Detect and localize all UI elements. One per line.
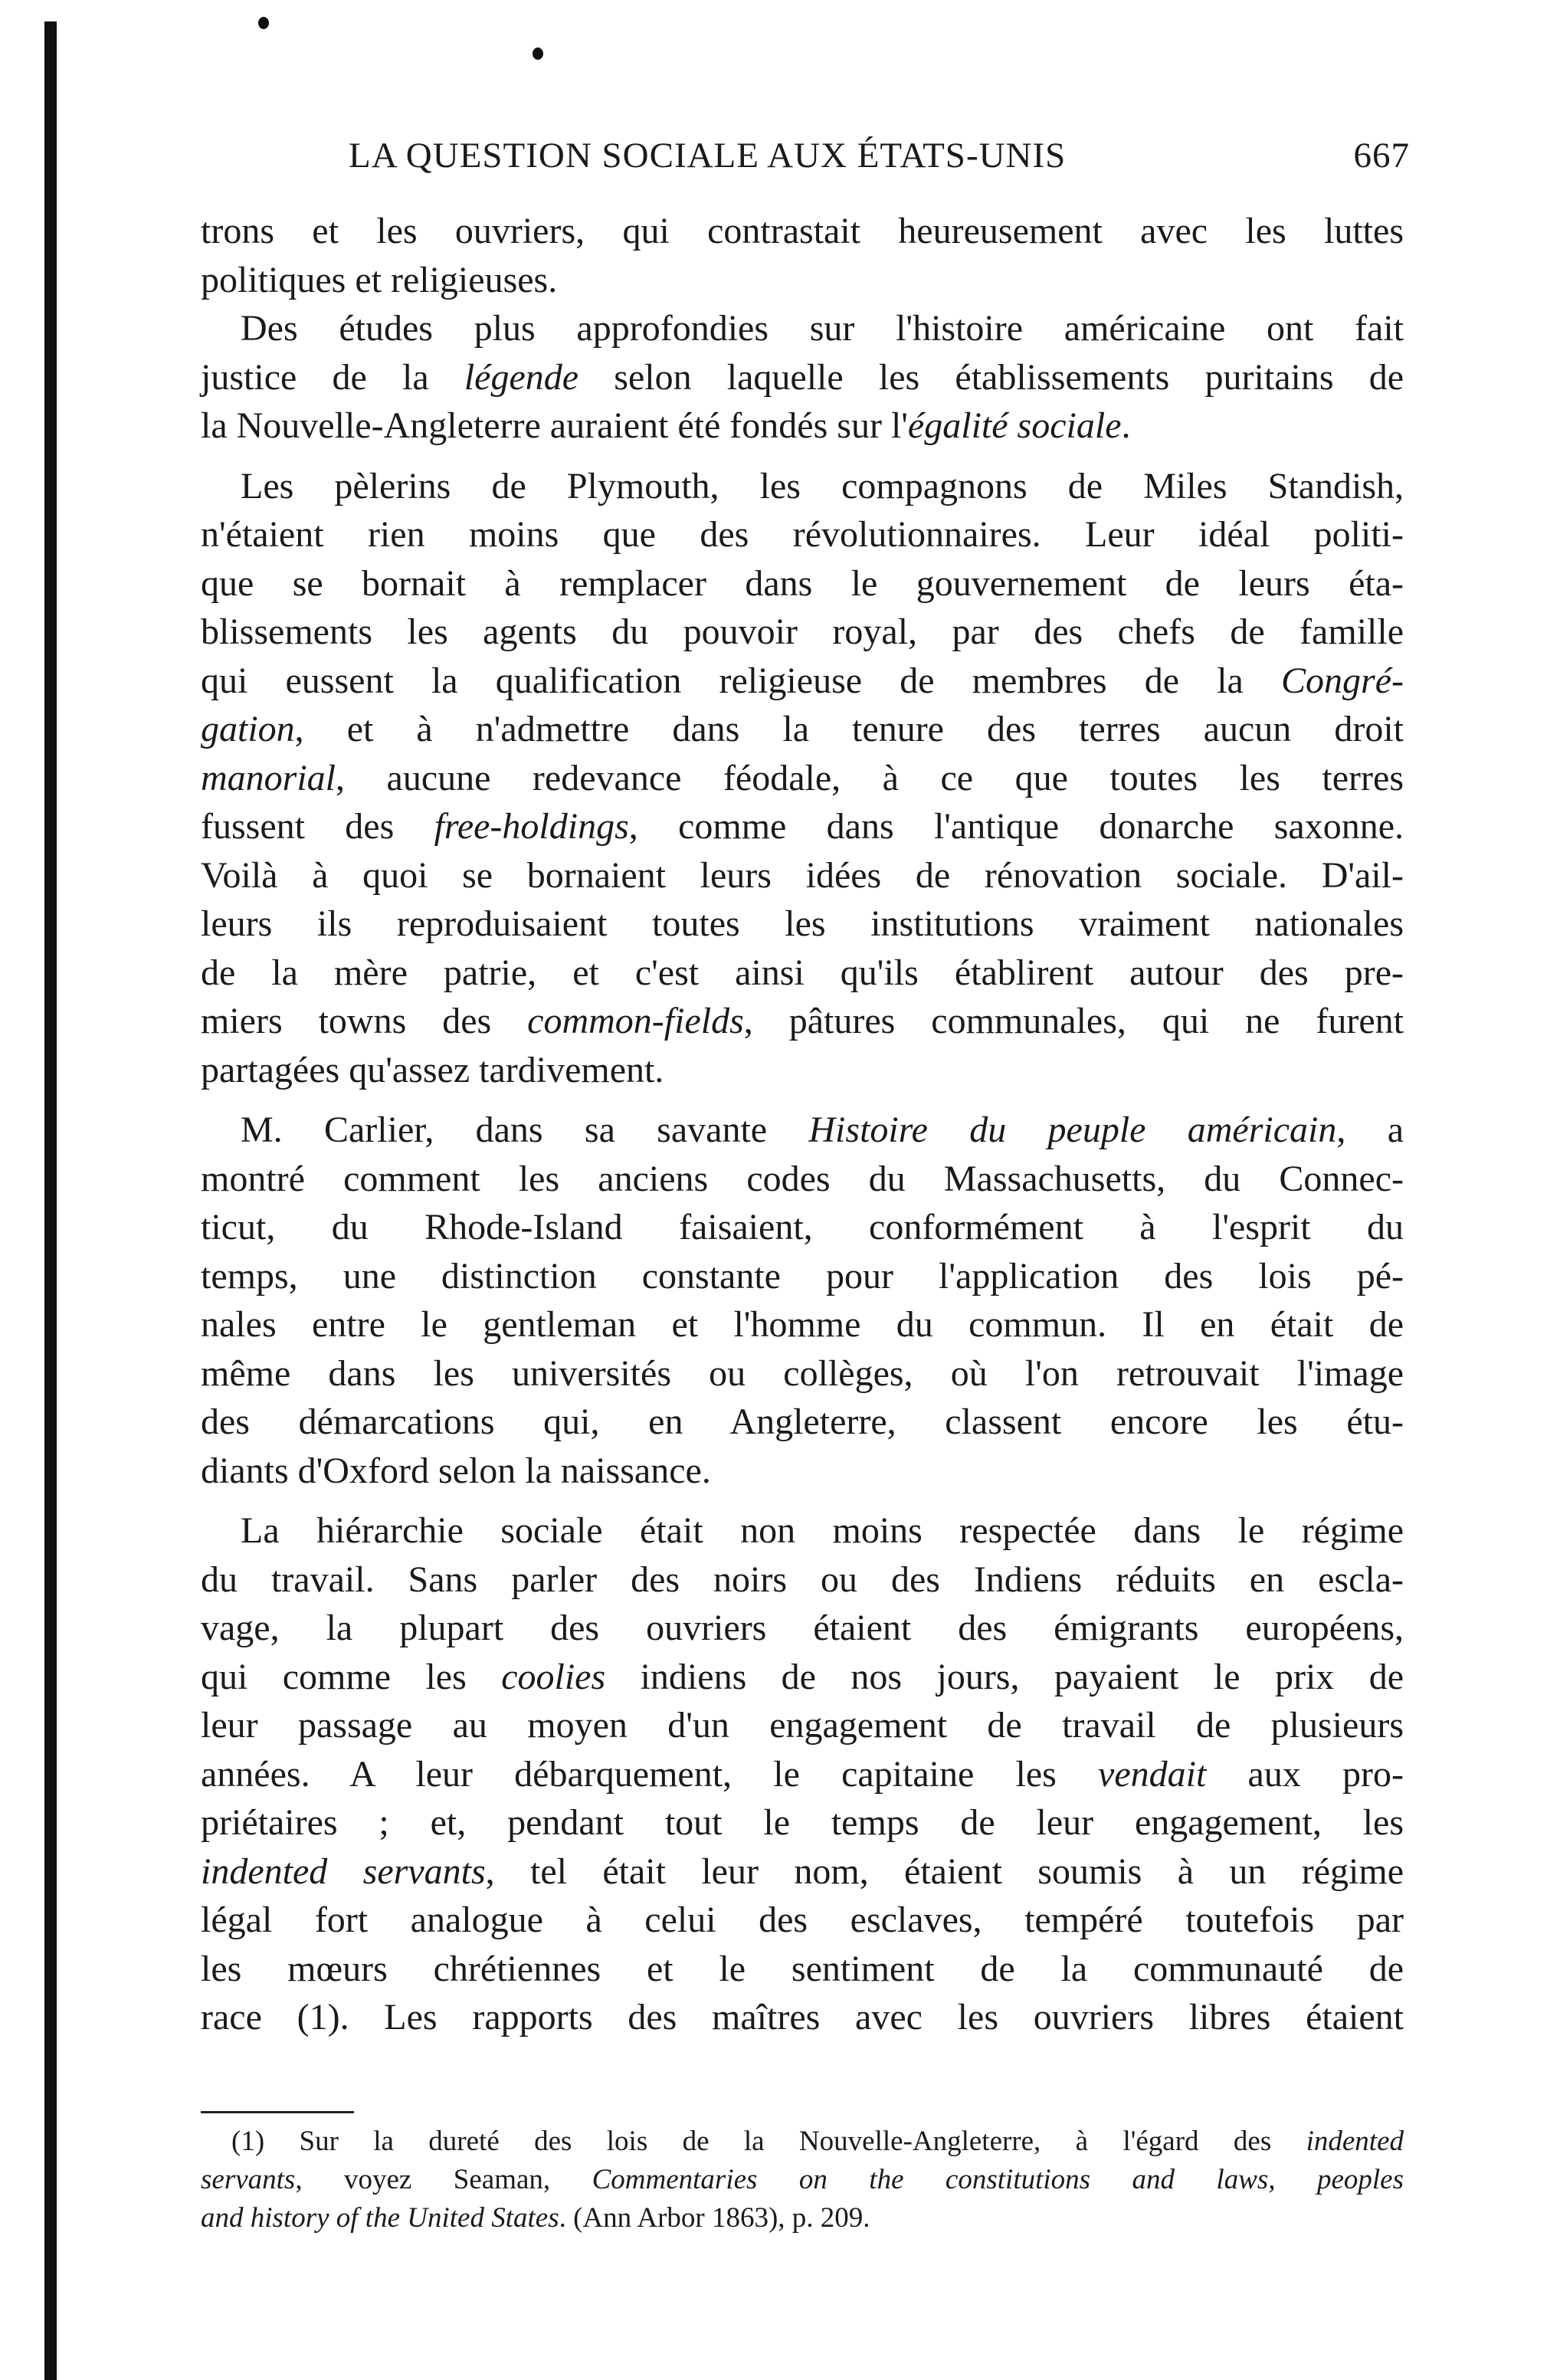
text-line bbox=[201, 256, 1404, 305]
text-run: La hiérarchie sociale était non moins respectée dans le régime bbox=[241, 1510, 1404, 1551]
text-run: Les pèlerins de Plymouth, les compagnons de Miles Standish, bbox=[241, 465, 1404, 506]
text-run: race (1). Les rapports des maîtres avec les ouvriers libres étaient bbox=[201, 1997, 1404, 2037]
text-run: blissements les agents du pouvoir royal, par des chefs de famille bbox=[201, 611, 1404, 652]
text-run: (1) Sur la dureté des lois de la Nouvelle-Angleterre, à l'égard des bbox=[231, 2126, 1306, 2157]
ink-speck bbox=[258, 17, 269, 29]
text-line bbox=[201, 949, 1404, 998]
page-number: 667 bbox=[1353, 136, 1410, 175]
text-run: politiques et religieuses. bbox=[201, 259, 558, 300]
text-run: diants d'Oxford selon la naissance. bbox=[201, 1450, 711, 1491]
italic-text: égalité sociale bbox=[907, 405, 1122, 446]
text-line bbox=[201, 1349, 1404, 1398]
text-line bbox=[201, 1506, 1404, 1556]
text-run: ticut, du Rhode-Island faisaient, conformément à l'esprit du bbox=[201, 1207, 1404, 1247]
text-run: justice de la bbox=[201, 356, 464, 398]
footnote-line bbox=[201, 2199, 1404, 2237]
italic-text: and history of the United States bbox=[201, 2202, 559, 2234]
text-line bbox=[201, 754, 1404, 803]
italic-text: légende bbox=[464, 356, 579, 398]
text-run: priétaires ; et, pendant tout le temps de leur engagement, les bbox=[201, 1802, 1404, 1843]
text-run: années. A leur débarquement, le capitaine les bbox=[201, 1753, 1099, 1795]
text-run: n'étaient rien moins que des révolutionnaires. Leur idéal politi- bbox=[201, 514, 1404, 555]
text-run: nales entre le gentleman et l'homme du commun. Il en était de bbox=[201, 1304, 1404, 1345]
italic-text: gation bbox=[201, 709, 295, 749]
italic-text: coolies bbox=[501, 1656, 606, 1697]
text-line bbox=[201, 900, 1404, 949]
text-run: leur passage au moyen d'un engagement de travail de plusieurs bbox=[201, 1705, 1404, 1746]
text-run: des démarcations qui, en Angleterre, classent encore les étu- bbox=[201, 1401, 1404, 1442]
text-run: Voilà à quoi se bornaient leurs idées de rénovation sociale. D'ail- bbox=[201, 854, 1404, 896]
text-run: aux pro- bbox=[1206, 1753, 1404, 1795]
text-line bbox=[201, 1300, 1404, 1349]
text-line bbox=[201, 1750, 1404, 1799]
text-line bbox=[201, 705, 1404, 754]
text-line bbox=[201, 462, 1404, 511]
text-line bbox=[201, 1604, 1404, 1653]
footnote-rule bbox=[201, 2111, 354, 2113]
text-run: les mœurs chrétiennes et le sentiment de la communauté de bbox=[201, 1948, 1404, 1989]
footnotes bbox=[201, 2123, 1404, 2237]
text-line bbox=[201, 1798, 1404, 1847]
text-run: , et à n'admettre dans la tenure des terres aucun droit bbox=[294, 709, 1404, 749]
body-text bbox=[201, 207, 1404, 2042]
text-line bbox=[201, 1398, 1404, 1447]
text-line bbox=[201, 657, 1404, 706]
italic-text: manorial bbox=[201, 757, 336, 798]
italic-text: vendait bbox=[1098, 1753, 1207, 1795]
binding-edge bbox=[44, 21, 57, 2380]
ink-speck bbox=[533, 48, 543, 60]
italic-text: indented bbox=[1306, 2126, 1404, 2157]
text-run: trons et les ouvriers, qui contrastait heureusement avec les luttes bbox=[201, 211, 1404, 251]
text-run: que se bornait à remplacer dans le gouvernement de leurs éta- bbox=[201, 562, 1404, 604]
text-line bbox=[201, 851, 1404, 900]
text-run: , aucune redevance féodale, à ce que toutes les terres bbox=[336, 757, 1404, 798]
text-run: vage, la plupart des ouvriers étaient des émigrants européens, bbox=[201, 1608, 1404, 1648]
text-line bbox=[201, 1203, 1404, 1252]
text-run: Des études plus approfondies sur l'histoire américaine ont fait bbox=[241, 308, 1404, 349]
text-run: selon laquelle les établissements puritains de bbox=[578, 356, 1404, 398]
text-run: la Nouvelle-Angleterre auraient été fondés sur l' bbox=[201, 405, 908, 446]
italic-text: Congré- bbox=[1281, 660, 1404, 701]
text-line bbox=[201, 1993, 1404, 2042]
text-line bbox=[201, 1653, 1404, 1702]
footnote-line bbox=[201, 2161, 1404, 2199]
text-run: qui comme les bbox=[201, 1656, 502, 1697]
text-line bbox=[201, 1046, 1404, 1095]
text-run: même dans les universités ou collèges, où l'on retrouvait l'image bbox=[201, 1352, 1404, 1394]
text-run: fussent des bbox=[201, 806, 434, 847]
text-line bbox=[201, 559, 1404, 608]
text-line bbox=[201, 353, 1404, 402]
text-run: de la mère patrie, et c'est ainsi qu'ils établirent autour des pre- bbox=[201, 952, 1404, 993]
text-run: , pâtures communales, qui ne furent bbox=[743, 1001, 1404, 1041]
text-line bbox=[201, 1155, 1404, 1204]
italic-text: Histoire du peuple américain bbox=[808, 1110, 1337, 1150]
italic-text: common-fields bbox=[527, 1001, 744, 1041]
text-line bbox=[201, 1701, 1404, 1750]
text-line bbox=[201, 1847, 1404, 1896]
text-line bbox=[201, 304, 1404, 353]
text-line bbox=[201, 402, 1404, 451]
footnote-line bbox=[201, 2123, 1404, 2161]
running-head-title: LA QUESTION SOCIALE AUX ÉTATS-UNIS bbox=[349, 136, 1067, 175]
text-line bbox=[201, 802, 1404, 851]
italic-text: indented servants bbox=[201, 1851, 486, 1892]
italic-text: free-holdings bbox=[434, 806, 629, 847]
text-line bbox=[201, 207, 1404, 256]
text-line bbox=[201, 510, 1404, 559]
italic-text: servants bbox=[201, 2164, 296, 2195]
text-run: partagées qu'assez tardivement. bbox=[201, 1049, 664, 1090]
text-run: indiens de nos jours, payaient le prix de bbox=[605, 1656, 1404, 1697]
italic-text: Commentaries on the constitutions and laws, peoples bbox=[592, 2164, 1404, 2195]
text-line bbox=[201, 1447, 1404, 1496]
text-line bbox=[201, 1896, 1404, 1945]
text-run: légal fort analogue à celui des esclaves, tempéré toutefois par bbox=[201, 1900, 1404, 1940]
text-line bbox=[201, 1106, 1404, 1155]
text-run: . bbox=[1121, 405, 1131, 446]
text-run: , tel était leur nom, étaient soumis à un régime bbox=[485, 1851, 1404, 1892]
text-line bbox=[201, 608, 1404, 657]
text-run: , a bbox=[1336, 1110, 1404, 1150]
text-run: du travail. Sans parler des noirs ou des Indiens réduits en escla- bbox=[201, 1559, 1404, 1600]
text-line bbox=[201, 1252, 1404, 1301]
text-run: leurs ils reproduisaient toutes les institutions vraiment nationales bbox=[201, 903, 1404, 944]
text-run: miers towns des bbox=[201, 1001, 528, 1041]
text-run: temps, une distinction constante pour l'application des lois pé- bbox=[201, 1255, 1404, 1297]
text-run: M. Carlier, dans sa savante bbox=[241, 1110, 809, 1150]
text-run: . (Ann Arbor 1863), p. 209. bbox=[559, 2202, 870, 2234]
text-run: , voyez Seaman, bbox=[295, 2164, 592, 2195]
text-line bbox=[201, 1556, 1404, 1605]
text-run: , comme dans l'antique donarche saxonne. bbox=[628, 806, 1404, 847]
text-run: qui eussent la qualification religieuse de membres de la bbox=[201, 660, 1282, 701]
text-run: montré comment les anciens codes du Massachusetts, du Connec- bbox=[201, 1158, 1404, 1199]
text-line bbox=[201, 997, 1404, 1046]
running-head bbox=[349, 135, 1410, 181]
text-line bbox=[201, 1945, 1404, 1994]
